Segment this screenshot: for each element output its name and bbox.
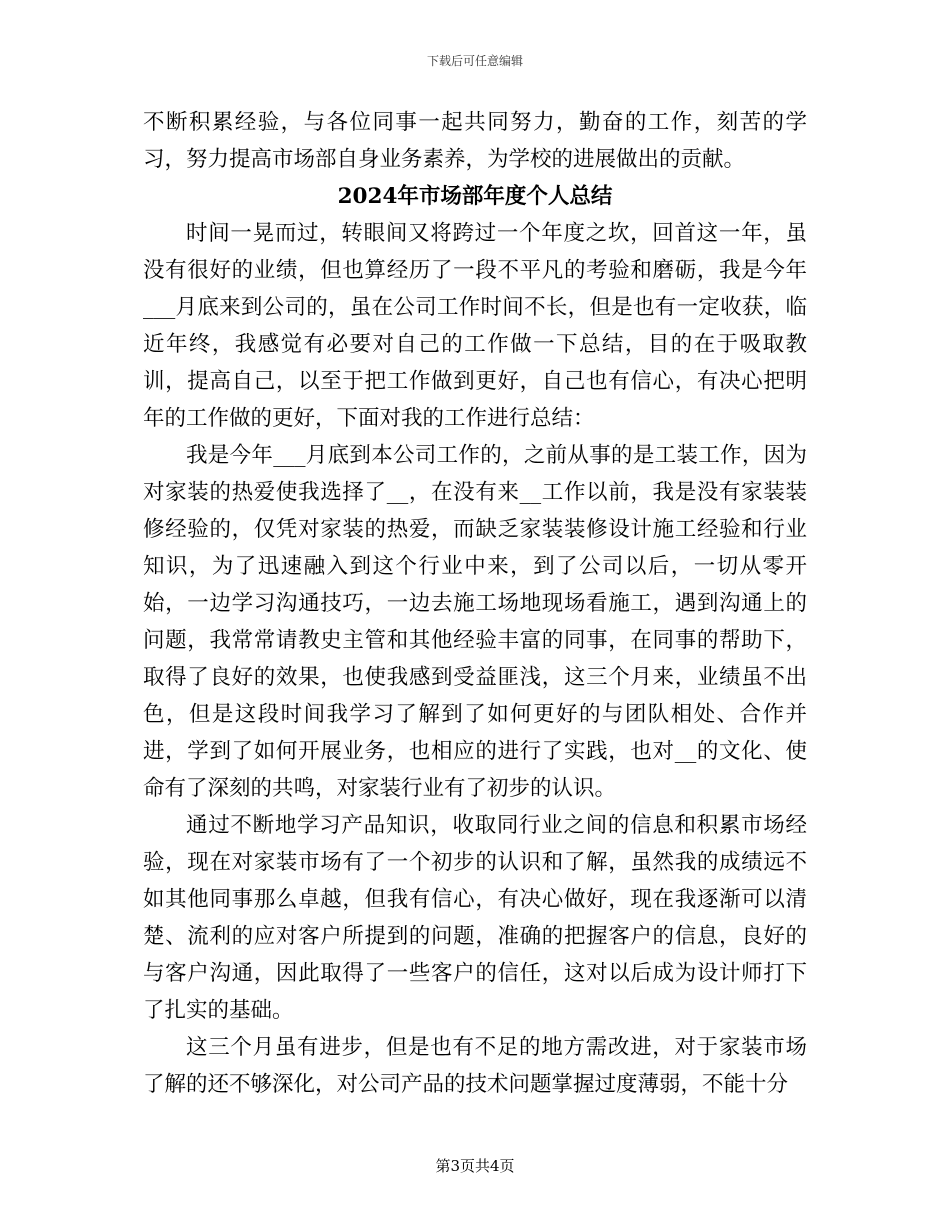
paragraph-background: 我是今年___月底到本公司工作的，之前从事的是工装工作，因为对家装的热爱使我选择了__，在没有来__工作以前，我是没有家装装修经验的，仅凭对家装的热爱，而缺乏家装装修设计施工经验和行业知识，为了迅速融入到这个行业中来，到了公司以后，一切从零开始，一边学习沟通技巧，一边去施工场地现场看施工，遇到沟通上的问题，我常常请教史主管和其他经验丰富的同事，在同事的帮助下，取得了良好的效果，也使我感到受益匪浅，这三个月来，业绩虽不出色，但是这段时间我学习了解到了如何更好的与团队相处、合作并进，学到了如何开展业务，也相应的进行了实践，也对__的文化、使命有了深刻的共鸣，对家装行业有了初步的认识。 — [143, 443, 807, 801]
paragraph-shortcomings: 这三个月虽有进步，但是也有不足的地方需改进，对于家装市场了解的还不够深化，对公司产品的技术问题掌握过度薄弱，不能十分 — [143, 1035, 807, 1097]
paragraph-continued: 不断积累经验，与各位同事一起共同努力，勤奋的工作，刻苦的学习，努力提高市场部自身业务素养，为学校的进展做出的贡献。 — [143, 110, 807, 172]
page-footer: 第3页共4页 — [435, 1157, 515, 1175]
document-body — [143, 104, 807, 1103]
paragraph-learning: 通过不断地学习产品知识，收取同行业之间的信息和积累市场经验，现在对家装市场有了一个初步的认识和了解，虽然我的成绩远不如其他同事那么卓越，但我有信心，有决心做好，现在我逐渐可以清楚、流利的应对客户所提到的问题，准确的把握客户的信息，良好的与客户沟通，因此取得了一些客户的信任，这对以后成为设计师打下了扎实的基础。 — [143, 813, 807, 1023]
section-title: 2024年市场部年度个人总结 — [337, 184, 613, 209]
page-header: 下载后可任意编辑 — [426, 54, 523, 68]
paragraph-intro: 时间一晃而过，转眼间又将跨过一个年度之坎，回首这一年，虽没有很好的业绩，但也算经历了一段不平凡的考验和磨砺，我是今年___月底来到公司的，虽在公司工作时间不长，但是也有一定收获，临近年终，我感觉有必要对自己的工作做一下总结，目的在于吸取教训，提高自己，以至于把工作做到更好，自己也有信心，有决心把明年的工作做的更好，下面对我的工作进行总结： — [143, 221, 807, 431]
